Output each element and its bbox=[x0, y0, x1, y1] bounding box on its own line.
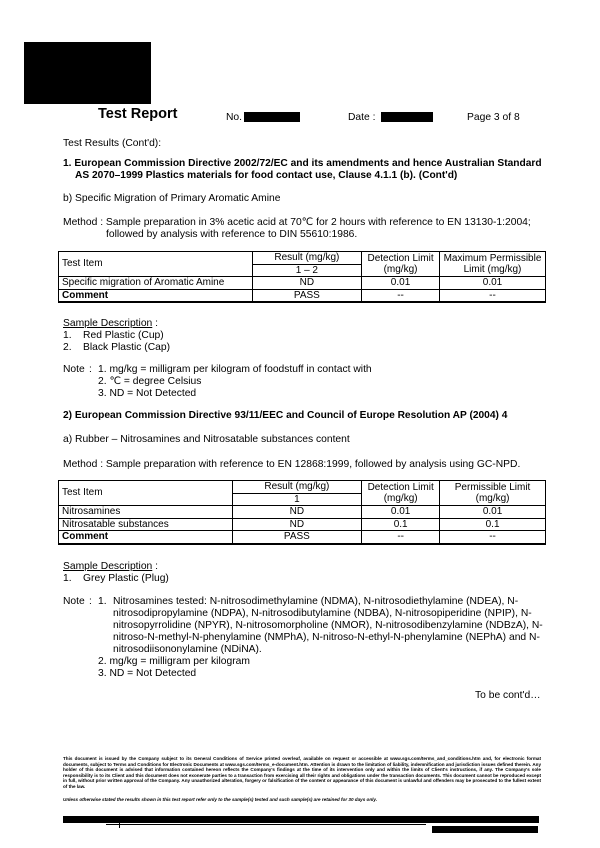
sample-text: Grey Plastic (Plug) bbox=[83, 573, 169, 584]
footer-tick-mark bbox=[119, 819, 120, 828]
section1-note-label: Note bbox=[63, 364, 85, 375]
cell-item: Nitrosatable substances bbox=[59, 518, 233, 531]
sample-description-colon: : bbox=[152, 318, 159, 329]
cell-comment-dl: -- bbox=[362, 289, 440, 302]
header-max-limit-line1: Maximum Permissible bbox=[443, 252, 542, 264]
table-header-row bbox=[59, 481, 546, 494]
cell-comment-label: Comment bbox=[59, 289, 253, 302]
cell-limit: 0.01 bbox=[440, 277, 546, 290]
header-permissible-limit-line1: Permissible Limit bbox=[454, 481, 531, 493]
cell-comment-limit: -- bbox=[440, 289, 546, 302]
redacted-footer-bar bbox=[63, 816, 539, 823]
table-comment-row bbox=[59, 289, 546, 302]
cell-comment-result: PASS bbox=[232, 531, 362, 544]
section2-note1-line2: nitrosodipropylamine (NDPA), N-nitrosodibutylamine (NDBA), N-nitrosopiperidine (NPIP), N- bbox=[113, 608, 532, 619]
section1-sample-2: 2. Black Plastic (Cap) bbox=[63, 342, 171, 353]
cell-item: Nitrosamines bbox=[59, 506, 233, 519]
section2-sample-description bbox=[63, 561, 158, 574]
section1-sample-1: 1. Red Plastic (Cup) bbox=[63, 330, 164, 341]
cell-comment-limit: -- bbox=[440, 531, 546, 544]
section2-subtitle: a) Rubber – Nitrosamines and Nitrosatable substances content bbox=[63, 434, 350, 445]
cell-comment-label: Comment bbox=[59, 531, 233, 544]
header-max-limit-line2: Limit (mg/kg) bbox=[463, 264, 522, 275]
section2-sample-1: 1. Grey Plastic (Plug) bbox=[63, 573, 169, 584]
header-max-limit bbox=[440, 252, 546, 277]
header-detection-limit bbox=[362, 481, 440, 506]
sample-description-colon: : bbox=[152, 561, 159, 572]
footer-samples-note: Unless otherwise stated the results shown in this test report refer only to the sample(s) tested and such sample(s) are retained for 30 days only. bbox=[63, 797, 378, 802]
report-title: Test Report bbox=[98, 106, 178, 122]
section2-note1-line5: nitrosodiisononylamine (NDiNA). bbox=[113, 644, 262, 655]
redacted-footer-bar-2 bbox=[432, 826, 538, 833]
header-detection-limit bbox=[362, 252, 440, 277]
sample-text: Red Plastic (Cup) bbox=[83, 330, 164, 341]
header-permissible-limit-line2: (mg/kg) bbox=[475, 493, 510, 504]
section1-subtitle: b) Specific Migration of Primary Aromatic Amine bbox=[63, 193, 281, 204]
report-number-label: No. bbox=[226, 112, 243, 123]
cell-result: ND bbox=[232, 506, 362, 519]
section1-note-colon: : bbox=[89, 364, 92, 375]
section1-note-2: 2. ℃ = degree Celsius bbox=[98, 376, 202, 387]
section2-title: 2) European Commission Directive 93/11/EEC and Council of Europe Resolution AP (2004) 4 bbox=[63, 410, 508, 421]
table-header-row bbox=[59, 252, 546, 265]
page-number: Page 3 of 8 bbox=[467, 112, 520, 123]
cell-detection-limit: 0.01 bbox=[362, 277, 440, 290]
section1-results-table bbox=[58, 251, 546, 303]
cell-comment-result: PASS bbox=[252, 289, 361, 302]
table-row bbox=[59, 518, 546, 531]
header-test-item: Test Item bbox=[59, 252, 253, 277]
header-result-samples: 1 – 2 bbox=[252, 264, 361, 277]
continued-label: To be cont'd… bbox=[475, 690, 541, 701]
footer-divider bbox=[106, 824, 426, 825]
section2-note1-line1: Nitrosamines tested: N-nitrosodimethylamine (NDMA), N-nitrosodiethylamine (NDEA), N- bbox=[113, 596, 519, 607]
section2-note1-line4: nitroso-N-methyl-N-phenylamine (NMPhA), N-nitroso-N-ethyl-N-phenylamine (NEPhA) and N- bbox=[113, 632, 540, 643]
section1-sample-description bbox=[63, 318, 158, 331]
footer-disclaimer: This document is issued by the Company subject to its General Conditions of Service printed overleaf, available on request or accessible at www.sgs.com/terms_and_conditions.htm and, for electronic format documents, subject to Terms and Conditions for Electronic Documents at www.sgs.com/terms_e-document.htm. Attention is drawn to the limitation of liability, indemnification and jurisdiction issues defined therein. Any holder of this document is advised that information contained hereon reflects the Company's findings at the time of its intervention only and within the limits of Client's instructions, if any. The Company's sole responsibility is to its Client and this document does not exonerate parties to a transaction from exercising all their rights and obligations under the transaction documents. This document cannot be reproduced except in full, without prior written approval of the Company. Any unauthorized alteration, forgery or falsification of the content or appearance of this document is unlawful and offenders may be prosecuted to the fullest extent of the law. bbox=[63, 756, 541, 789]
cell-limit: 0.01 bbox=[440, 506, 546, 519]
redacted-logo bbox=[24, 42, 151, 104]
header-detection-limit-line1: Detection Limit bbox=[367, 252, 434, 264]
sample-description-heading: Sample Description bbox=[63, 318, 153, 329]
table-comment-row bbox=[59, 531, 546, 544]
report-date-label: Date : bbox=[348, 112, 376, 123]
section2-method: Method : Sample preparation with reference to EN 12868:1999, followed by analysis using GC-NPD. bbox=[63, 459, 521, 470]
cell-detection-limit: 0.1 bbox=[362, 518, 440, 531]
section2-note-3: 3. ND = Not Detected bbox=[98, 668, 197, 679]
header-detection-limit-line2: (mg/kg) bbox=[383, 264, 418, 275]
table-row bbox=[59, 277, 546, 290]
section1-title-line1: 1. European Commission Directive 2002/72/EC and its amendments and hence Australian Standard bbox=[63, 158, 542, 169]
sample-description-heading: Sample Description bbox=[63, 561, 153, 572]
results-heading: Test Results (Cont'd): bbox=[63, 138, 162, 149]
header-result: Result (mg/kg) bbox=[252, 252, 361, 265]
section1-title-line2: AS 2070–1999 Plastics materials for food contact use, Clause 4.1.1 (b). (Cont'd) bbox=[75, 170, 458, 181]
section2-note-2: 2. mg/kg = milligram per kilogram bbox=[98, 656, 250, 667]
redacted-report-number bbox=[244, 112, 300, 122]
cell-comment-dl: -- bbox=[362, 531, 440, 544]
section2-note1-line3: nitrosopyrrolidine (NPYR), N-nitrosomorpholine (NMOR), N-nitrosodibenzylamine (NDBzA), N- bbox=[113, 620, 543, 631]
header-result: Result (mg/kg) bbox=[232, 481, 362, 494]
header-test-item: Test Item bbox=[59, 481, 233, 506]
table-row bbox=[59, 506, 546, 519]
header-detection-limit-line1: Detection Limit bbox=[367, 481, 434, 493]
redacted-report-date bbox=[381, 112, 433, 122]
section1-note-1: 1. mg/kg = milligram per kilogram of foodstuff in contact with bbox=[98, 364, 372, 375]
section2-note-colon: : bbox=[89, 596, 92, 607]
section1-method-line1: Method : Sample preparation in 3% acetic acid at 70℃ for 2 hours with reference to EN 13130-1:2004; bbox=[63, 217, 531, 228]
cell-item: Specific migration of Aromatic Amine bbox=[59, 277, 253, 290]
section2-note1-number: 1. bbox=[98, 596, 107, 607]
cell-limit: 0.1 bbox=[440, 518, 546, 531]
sample-text: Black Plastic (Cap) bbox=[83, 342, 171, 353]
header-result-samples: 1 bbox=[232, 493, 362, 506]
header-permissible-limit bbox=[440, 481, 546, 506]
section2-results-table bbox=[58, 480, 546, 545]
cell-result: ND bbox=[252, 277, 361, 290]
section1-method-line2: followed by analysis with reference to DIN 55610:1986. bbox=[106, 229, 358, 240]
cell-detection-limit: 0.01 bbox=[362, 506, 440, 519]
section1-note-3: 3. ND = Not Detected bbox=[98, 388, 197, 399]
section2-note-label: Note bbox=[63, 596, 85, 607]
cell-result: ND bbox=[232, 518, 362, 531]
header-detection-limit-line2: (mg/kg) bbox=[383, 493, 418, 504]
